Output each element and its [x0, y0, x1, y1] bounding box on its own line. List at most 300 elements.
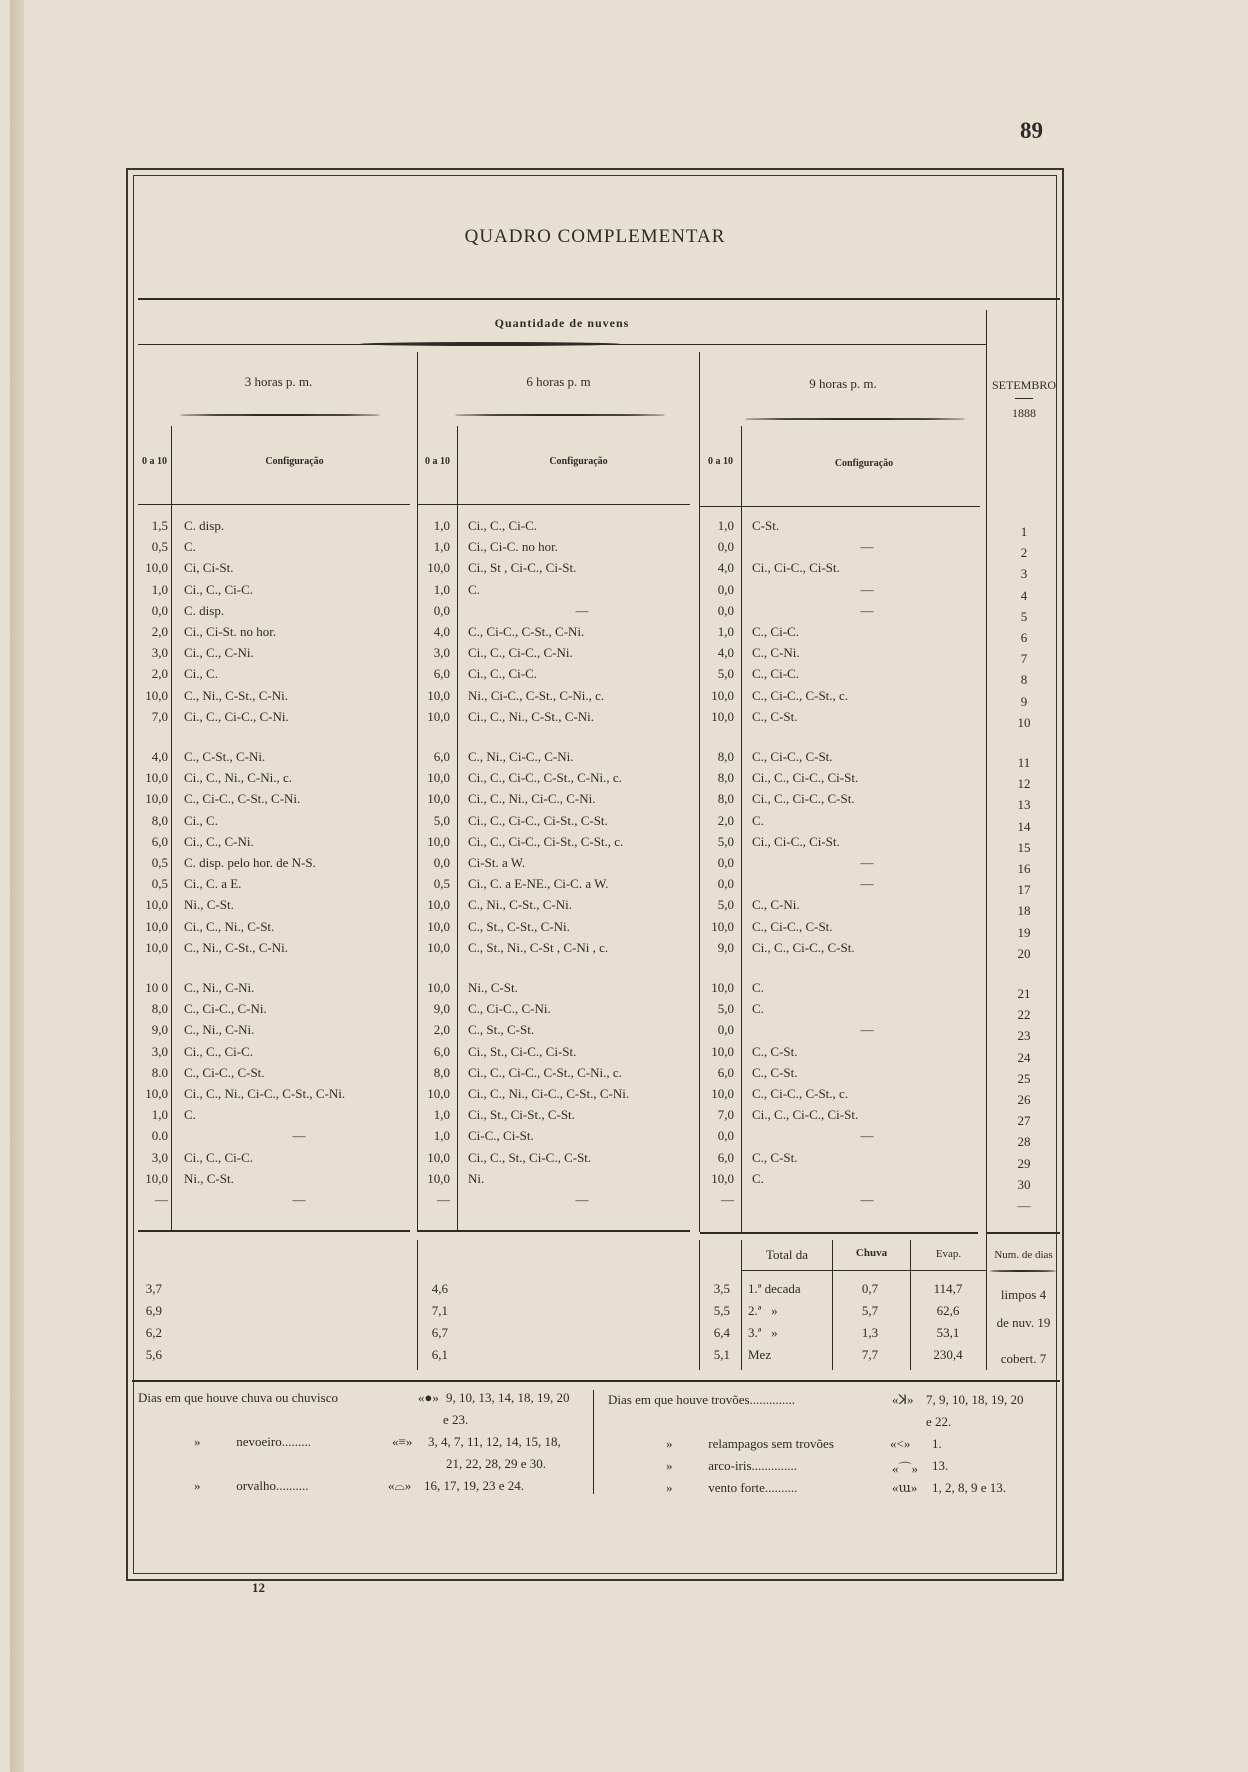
config-3pm: C., Ci-C., C-St. [184, 1064, 265, 1080]
period-flourish-2 [455, 414, 665, 416]
config-9pm: — [860, 602, 874, 618]
subcol-divider-1 [171, 426, 172, 1232]
subcol-divider-3 [741, 426, 742, 1232]
amount-6pm: 10,0 [427, 833, 450, 849]
amount-9pm: 5,0 [717, 833, 734, 849]
group-header: Quantidade de nuvens [494, 316, 630, 330]
summary-mean-6pm: 6,7 [431, 1325, 448, 1340]
amount-6pm: 1,0 [433, 1128, 450, 1144]
config-9pm: Ci., Ci-C., Ci-St. [752, 560, 840, 576]
summary-evap: 62,6 [936, 1303, 960, 1318]
config-3pm: C. disp. [184, 602, 225, 618]
config-3pm: Ci., C., C-Ni. [184, 645, 254, 661]
footer-nevoeiro-value: 3, 4, 7, 11, 12, 14, 15, 18, [428, 1434, 561, 1449]
config-6pm: Ni., Ci-C., C-St., C-Ni., c. [468, 687, 605, 703]
amount-3pm: 2,0 [151, 666, 168, 682]
summary-period: Mez [748, 1347, 772, 1362]
config-9pm: — [860, 1192, 874, 1207]
config-3pm: C., C-St., C-Ni. [184, 749, 266, 764]
amount-6pm: 10,0 [427, 939, 450, 955]
amount-9pm: 8,0 [717, 770, 734, 786]
config-9pm: C., Ci-C., C-St., c. [752, 687, 849, 703]
amount-6pm: 10,0 [427, 687, 450, 703]
config-6pm: Ci., C. a E-NE., Ci-C. a W. [468, 876, 609, 892]
footer-chuva-label: Dias em que houve chuva ou chuvisco [138, 1390, 339, 1405]
total-label: Total da [765, 1247, 809, 1262]
footer-arcoiris-symbol: «⌒» [892, 1461, 919, 1476]
config-9pm: C., C-St. [752, 1149, 798, 1165]
amount-3pm: 3,0 [151, 645, 168, 661]
config-9pm: — [860, 855, 874, 870]
amount-3pm: 10,0 [145, 918, 168, 934]
day-number: 19 [1017, 924, 1031, 940]
config-3pm: Ci., C., Ci-C. [184, 1043, 253, 1059]
summary-mean-6pm: 4,6 [431, 1281, 448, 1296]
footer-orvalho-label: » orvalho.......... [194, 1478, 309, 1493]
config-9pm: Ci., C., Ci-C., C-St. [752, 791, 855, 807]
summary-period: 2.ª » [748, 1303, 778, 1318]
signature-mark: 12 [252, 1580, 265, 1595]
amount-6pm: 3,0 [433, 645, 450, 661]
config-3pm: Ni., C-St. [184, 1170, 234, 1186]
period-6pm: 6 horas p. m [526, 374, 591, 389]
day-number: 5 [1020, 608, 1028, 624]
period-3pm: 3 horas p. m. [244, 374, 313, 389]
config-9pm: C., C-Ni. [752, 645, 800, 661]
period-flourish-1 [180, 414, 380, 416]
amount-9pm: 0,0 [717, 1022, 734, 1038]
amount-3pm: 6,0 [151, 833, 168, 849]
col-amount-1: 0 a 10 [142, 456, 167, 467]
config-3pm: Ci, Ci-St. [184, 560, 234, 576]
amount-3pm: 0,0 [151, 602, 168, 618]
config-3pm: C. disp. [184, 518, 225, 533]
config-6pm: Ci., St , Ci-C., Ci-St. [468, 560, 577, 576]
footer-arcoiris-label: » arco-iris.............. [666, 1458, 798, 1473]
summary-period: 1.ª decada [748, 1281, 801, 1296]
amount-6pm: 6,0 [433, 1043, 450, 1059]
numdias-limpos: limpos 4 [1000, 1287, 1047, 1302]
amount-6pm: 10,0 [427, 560, 450, 576]
footer-vento-label: » vento forte.......... [666, 1480, 798, 1495]
config-9pm: — [860, 876, 874, 892]
header-rule-1 [138, 504, 410, 505]
day-number: 14 [1017, 818, 1031, 834]
day-number: — [1017, 1198, 1031, 1213]
summary-mean-6pm: 7,1 [431, 1303, 448, 1318]
amount-6pm: 6,0 [433, 749, 450, 764]
amount-3pm: — [155, 1192, 168, 1207]
amount-9pm: 2,0 [717, 812, 734, 828]
footer-nevoeiro-value2: 21, 22, 28, 29 e 30. [446, 1456, 547, 1471]
amount-6pm: 10,0 [427, 791, 450, 807]
config-9pm: — [860, 1022, 874, 1038]
summary-rule-4 [986, 1232, 1060, 1234]
amount-3pm: 10,0 [145, 687, 168, 703]
amount-9pm: 6,0 [717, 1064, 734, 1080]
amount-6pm: 1,0 [433, 581, 450, 597]
amount-3pm: 2,0 [151, 624, 168, 639]
config-6pm: Ni., C-St. [468, 980, 518, 995]
amount-3pm: 8,0 [151, 1001, 168, 1017]
summary-mean-9pm: 6,4 [713, 1325, 730, 1340]
summary-chuva: 7,7 [861, 1347, 879, 1362]
amount-9pm: 10,0 [711, 980, 734, 995]
amount-9pm: 5,0 [717, 666, 734, 682]
amount-3pm: 10,0 [145, 770, 168, 786]
amount-6pm: 10,0 [427, 770, 450, 786]
config-3pm: C., Ni., C-Ni. [184, 1022, 255, 1038]
config-6pm: — [575, 602, 589, 618]
config-9pm: C., Ci-C. [752, 666, 799, 682]
footer-trovoes-label: Dias em que houve trovões.............. [608, 1392, 796, 1407]
config-9pm: Ci., C., Ci-C., Ci-St. [752, 1107, 859, 1123]
col-amount-2: 0 a 10 [425, 456, 450, 467]
footer-trovoes-symbol: «ꓘ» [892, 1392, 914, 1407]
amount-9pm: 10,0 [711, 687, 734, 703]
day-number: 24 [1017, 1049, 1031, 1065]
config-6pm: Ci., St., Ci-C., Ci-St. [468, 1043, 577, 1059]
footer-relampagos-label: » relampagos sem trovões [666, 1436, 834, 1451]
amount-6pm: 10,0 [427, 708, 450, 724]
amount-6pm: 1,0 [433, 518, 450, 533]
footer-divider [593, 1390, 594, 1494]
col-config-1: Configuração [265, 456, 324, 467]
numdias-header: Num. de dias [994, 1249, 1053, 1261]
footer-nevoeiro-symbol: «≡» [392, 1434, 413, 1449]
amount-3pm: 8,0 [151, 812, 168, 828]
amount-9pm: 4,0 [717, 645, 734, 661]
year-header: 1888 [1012, 406, 1036, 420]
config-3pm: Ni., C-St. [184, 897, 234, 913]
page-edge [10, 0, 24, 1772]
config-9pm: — [860, 1128, 874, 1144]
amount-9pm: 6,0 [717, 1149, 734, 1165]
config-9pm: — [860, 581, 874, 597]
day-number: 22 [1017, 1007, 1031, 1023]
day-number: 20 [1017, 945, 1031, 961]
day-number: 4 [1020, 587, 1028, 603]
day-number: 29 [1017, 1155, 1031, 1171]
config-9pm: C., Ci-C., C-St. [752, 918, 833, 934]
evap-header: Evap. [935, 1248, 962, 1260]
config-3pm: C. disp. pelo hor. de N-S. [184, 855, 316, 870]
day-number: 6 [1020, 630, 1028, 645]
numdias-cobert: cobert. 7 [1000, 1351, 1047, 1366]
summary-mean-3pm: 5,6 [145, 1347, 162, 1362]
config-3pm: Ci., C., Ni., C-St. [184, 918, 275, 934]
numdias-nuv: de nuv. 19 [996, 1315, 1051, 1330]
summary-rule-1 [138, 1230, 410, 1232]
amount-6pm: 2,0 [433, 1022, 450, 1038]
day-number: 7 [1020, 651, 1028, 667]
config-6pm: C., Ci-C., C-St., C-Ni. [468, 624, 585, 639]
amount-6pm: 0,0 [433, 602, 450, 618]
summary-header-rule [742, 1270, 986, 1271]
amount-3pm: 10,0 [145, 1170, 168, 1186]
month-header: SETEMBRO [991, 378, 1056, 392]
day-number: 8 [1020, 672, 1028, 688]
amount-3pm: 3,0 [151, 1149, 168, 1165]
config-6pm: C., St., C-St., C-Ni. [468, 918, 570, 934]
amount-3pm: 10,0 [145, 897, 168, 913]
config-9pm: C. [752, 812, 764, 828]
day-number: 18 [1017, 903, 1031, 919]
amount-9pm: 9,0 [717, 939, 734, 955]
amount-9pm: 10,0 [711, 918, 734, 934]
config-3pm: Ci., C., Ni., C-Ni., c. [184, 770, 292, 786]
amount-9pm: — [721, 1192, 734, 1207]
day-number: 23 [1017, 1028, 1031, 1044]
amount-3pm: 9,0 [151, 1022, 168, 1038]
footer-vento-symbol: «ա» [892, 1480, 918, 1495]
amount-3pm: 10,0 [145, 560, 168, 576]
amount-9pm: 0,0 [717, 855, 734, 870]
summary-evap: 53,1 [936, 1325, 960, 1340]
config-3pm: Ci., C., Ci-C. [184, 1149, 253, 1165]
amount-6pm: 0,5 [433, 876, 450, 892]
day-number: 21 [1017, 986, 1031, 1001]
summary-mean-6pm: 6,1 [431, 1347, 448, 1362]
config-9pm: Ci., C., Ci-C., C-St. [752, 939, 855, 955]
footer-rule [132, 1380, 1060, 1382]
summary-mean-9pm: 5,5 [713, 1303, 730, 1318]
config-6pm: Ci., C., Ni., C-St., C-Ni. [468, 708, 595, 724]
month-year-dash [1015, 398, 1033, 399]
page-number: 89 [1020, 118, 1043, 143]
amount-9pm: 0,0 [717, 581, 734, 597]
amount-6pm: 4,0 [433, 624, 450, 639]
config-9pm: — [860, 539, 874, 555]
config-3pm: C., Ni., C-St., C-Ni. [184, 939, 289, 955]
footer-trovoes-value: 7, 9, 10, 18, 19, 20 [926, 1392, 1024, 1407]
period-flourish-3 [745, 418, 965, 420]
config-3pm: — [292, 1128, 306, 1144]
footer-orvalho-symbol: «⌓» [388, 1478, 412, 1493]
day-number: 3 [1020, 566, 1028, 582]
amount-3pm: 1,0 [151, 581, 168, 597]
config-9pm: C-St. [752, 518, 780, 533]
day-number: 27 [1017, 1113, 1031, 1129]
chuva-header: Chuva [855, 1247, 888, 1259]
config-6pm: Ci., C., Ci-C., C-St., C-Ni., c. [468, 1064, 622, 1080]
summary-chuva: 0,7 [861, 1281, 879, 1296]
page-title: QUADRO COMPLEMENTAR [464, 226, 726, 247]
amount-6pm: 10,0 [427, 1149, 450, 1165]
amount-9pm: 1,0 [717, 518, 734, 533]
config-6pm: Ci., C., Ci-C. [468, 518, 537, 533]
amount-6pm: 10,0 [427, 1086, 450, 1101]
footer-nevoeiro-label: » nevoeiro......... [194, 1434, 311, 1449]
amount-9pm: 1,0 [717, 624, 734, 639]
config-6pm: C., Ni., Ci-C., C-Ni. [468, 749, 574, 764]
config-3pm: Ci., C. [184, 812, 218, 828]
amount-6pm: 0,0 [433, 855, 450, 870]
summary-rule-3 [700, 1232, 978, 1234]
config-6pm: Ni. [468, 1170, 485, 1186]
day-number: 12 [1017, 776, 1031, 792]
config-6pm: Ci., C., Ci-C., C-Ni. [468, 645, 573, 661]
amount-9pm: 10,0 [711, 1086, 734, 1101]
footer-trovoes-value2: e 22. [926, 1414, 952, 1429]
amount-6pm: 10,0 [427, 918, 450, 934]
config-6pm: Ci., St., Ci-St., C-St. [468, 1107, 575, 1123]
config-6pm: Ci., C., Ci-C., Ci-St., C-St., c. [468, 833, 624, 849]
config-3pm: Ci., C. a E. [184, 876, 242, 892]
config-6pm: C., Ni., C-St., C-Ni. [468, 897, 573, 913]
amount-9pm: 5,0 [717, 897, 734, 913]
col-config-3: Configuração [834, 458, 894, 469]
config-6pm: Ci-C., Ci-St. [468, 1128, 534, 1144]
config-9pm: Ci., Ci-C., Ci-St. [752, 833, 840, 849]
amount-9pm: 0,0 [717, 1128, 734, 1144]
config-9pm: C., C-St. [752, 708, 798, 724]
config-6pm: Ci., C., St., Ci-C., C-St. [468, 1149, 592, 1165]
config-9pm: C., C-St. [752, 1043, 798, 1059]
amount-3pm: 0,5 [151, 855, 168, 870]
config-3pm: C. [184, 1107, 196, 1123]
amount-6pm: 8,0 [433, 1064, 450, 1080]
config-3pm: Ci., Ci-St. no hor. [184, 624, 277, 639]
config-3pm: C., Ni., C-St., C-Ni. [184, 687, 289, 703]
config-9pm: Ci., C., Ci-C., Ci-St. [752, 770, 859, 786]
summary-evap: 114,7 [933, 1281, 963, 1296]
amount-3pm: 3,0 [151, 1043, 168, 1059]
amount-3pm: 0,5 [151, 539, 168, 555]
amount-3pm: 1,5 [151, 518, 168, 533]
amount-6pm: 10,0 [427, 1170, 450, 1186]
day-number: 9 [1020, 693, 1028, 709]
title-rule [138, 298, 1060, 300]
day-number: 30 [1017, 1176, 1031, 1192]
footer-chuva-value: 9, 10, 13, 14, 18, 19, 20 [446, 1390, 570, 1405]
amount-6pm: — [437, 1192, 450, 1207]
config-9pm: C., Ci-C., C-St., c. [752, 1086, 849, 1101]
config-9pm: C., C-Ni. [752, 897, 800, 913]
summary-mean-9pm: 5,1 [713, 1347, 730, 1362]
amount-3pm: 4,0 [151, 749, 168, 764]
summary-evap: 230,4 [933, 1347, 963, 1362]
config-3pm: Ci., C., Ni., Ci-C., C-St., C-Ni. [184, 1086, 346, 1101]
day-number: 26 [1017, 1092, 1031, 1107]
config-6pm: C. [468, 581, 480, 597]
header-rule-3 [700, 506, 980, 507]
amount-9pm: 5,0 [717, 1001, 734, 1017]
day-number: 15 [1017, 839, 1031, 855]
config-6pm: C., St., Ni., C-St , C-Ni , c. [468, 939, 609, 955]
config-6pm: Ci., C., Ci-C., C-St., C-Ni., c. [468, 770, 622, 786]
summary-mean-3pm: 3,7 [145, 1281, 162, 1296]
subcol-divider-2 [457, 426, 458, 1232]
config-9pm: C. [752, 1001, 764, 1017]
month-col-divider [986, 310, 987, 1240]
config-6pm: — [575, 1192, 589, 1207]
summary-mean-9pm: 3,5 [713, 1281, 730, 1296]
footer-orvalho-value: 16, 17, 19, 23 e 24. [424, 1478, 525, 1493]
amount-9pm: 0,0 [717, 602, 734, 618]
amount-3pm: 10 0 [145, 980, 168, 995]
config-9pm: C. [752, 980, 764, 995]
day-number: 17 [1017, 882, 1031, 898]
amount-6pm: 9,0 [433, 1001, 450, 1017]
summary-mean-3pm: 6,2 [145, 1325, 162, 1340]
config-6pm: Ci-St. a W. [468, 855, 526, 870]
group-rule-flourish [360, 342, 620, 346]
amount-6pm: 5,0 [433, 812, 450, 828]
config-3pm: Ci., C., Ci-C. [184, 581, 253, 597]
day-number: 28 [1017, 1134, 1031, 1150]
config-9pm: C. [752, 1170, 764, 1186]
header-rule-2 [418, 504, 690, 505]
amount-9pm: 10,0 [711, 708, 734, 724]
amount-3pm: 10,0 [145, 939, 168, 955]
config-3pm: — [292, 1192, 306, 1207]
numdias-flourish [990, 1270, 1056, 1272]
config-6pm: C., Ci-C., C-Ni. [468, 1001, 551, 1017]
config-6pm: Ci., C., Ni., Ci-C., C-St., C-Ni. [468, 1086, 630, 1101]
amount-6pm: 10,0 [427, 980, 450, 995]
day-number: 25 [1017, 1070, 1031, 1086]
amount-3pm: 8.0 [151, 1064, 168, 1080]
config-3pm: Ci., C. [184, 666, 218, 682]
footer-chuva-symbol: «●» [418, 1390, 439, 1405]
config-3pm: Ci., C., Ci-C., C-Ni. [184, 708, 289, 724]
config-9pm: C., C-St. [752, 1064, 798, 1080]
config-6pm: Ci., C., Ci-C., Ci-St., C-St. [468, 812, 608, 828]
config-6pm: Ci., C., Ci-C. [468, 666, 537, 682]
summary-period: 3.ª » [748, 1325, 778, 1340]
config-3pm: C. [184, 539, 196, 555]
config-3pm: C., Ci-C., C-St., C-Ni. [184, 791, 301, 807]
amount-6pm: 10,0 [427, 897, 450, 913]
summary-chuva: 5,7 [861, 1303, 879, 1318]
config-6pm: C., St., C-St. [468, 1022, 535, 1038]
amount-9pm: 7,0 [717, 1107, 734, 1123]
footer-relampagos-symbol: «<» [890, 1436, 911, 1451]
amount-3pm: 10,0 [145, 791, 168, 807]
amount-9pm: 0,0 [717, 876, 734, 892]
day-number: 11 [1017, 755, 1031, 770]
summary-mean-3pm: 6,9 [145, 1303, 162, 1318]
config-3pm: C., Ci-C., C-Ni. [184, 1001, 267, 1017]
day-number: 10 [1017, 714, 1031, 730]
summary-chuva: 1,3 [861, 1325, 879, 1340]
config-6pm: Ci., Ci-C. no hor. [468, 539, 558, 555]
col-config-2: Configuração [549, 456, 608, 467]
amount-3pm: 7,0 [151, 708, 168, 724]
amount-9pm: 0,0 [717, 539, 734, 555]
config-3pm: Ci., C., C-Ni. [184, 833, 254, 849]
amount-6pm: 1,0 [433, 1107, 450, 1123]
config-9pm: C., Ci-C. [752, 624, 799, 639]
footer-arcoiris-value: 13. [932, 1458, 949, 1473]
amount-3pm: 0,5 [151, 876, 168, 892]
amount-6pm: 1,0 [433, 539, 450, 555]
amount-3pm: 0.0 [151, 1128, 168, 1144]
config-6pm: Ci., C., Ni., Ci-C., C-Ni. [468, 791, 596, 807]
config-9pm: C., Ci-C., C-St. [752, 749, 833, 764]
summary-rule-2 [418, 1230, 690, 1232]
amount-9pm: 10,0 [711, 1043, 734, 1059]
day-number: 1 [1020, 524, 1028, 539]
amount-9pm: 8,0 [717, 749, 734, 764]
amount-9pm: 4,0 [717, 560, 734, 576]
amount-6pm: 6,0 [433, 666, 450, 682]
footer-chuva-value2: e 23. [443, 1412, 469, 1427]
footer-vento-value: 1, 2, 8, 9 e 13. [932, 1480, 1007, 1495]
config-3pm: C., Ni., C-Ni. [184, 980, 255, 995]
amount-9pm: 10,0 [711, 1170, 734, 1186]
